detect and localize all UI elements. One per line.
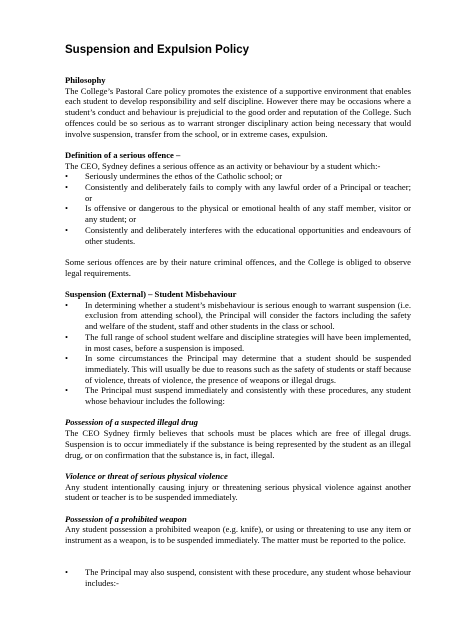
philosophy-section bbox=[65, 75, 411, 139]
list-item: • Seriously undermines the ethos of the Catholic school; or bbox=[65, 171, 283, 182]
drug-heading: Possession of a suspected illegal drug bbox=[65, 417, 198, 428]
bullet-icon: • bbox=[65, 224, 69, 235]
serious-offence-list bbox=[65, 171, 411, 246]
bullet-icon: • bbox=[65, 203, 69, 214]
final-list bbox=[65, 567, 411, 588]
drug-text: The CEO Sydney firmly believes that schools must be places which are free of illegal drugs. Suspension is to occur immediately if the substance is being represented by the student as an illegal drug, or on confirmation that the substance is, in fact, illegal. bbox=[65, 428, 411, 460]
bullet-icon: • bbox=[65, 353, 69, 364]
list-item: • The Principal may also suspend, consistent with these procedure, any student whose behaviour includes:- bbox=[65, 566, 412, 588]
bullet-icon: • bbox=[65, 171, 69, 182]
serious-offence-intro: The CEO, Sydney defines a serious offence as an activity or behaviour by a student which:- bbox=[65, 160, 381, 171]
weapon-text: Any student possession a prohibited weapon (e.g. knife), or using or threatening to use any item or instrument as a weapon, is to be suspended immediately. The matter must be reported to the police. bbox=[65, 524, 411, 546]
violence-text: Any student intentionally causing injury or threatening serious physical violence against another student or teacher is to be suspended immediately. bbox=[65, 481, 411, 503]
list-item: • The full range of school student welfare and discipline strategies will have been implemented, in most cases, before a suspension is imposed. bbox=[65, 331, 411, 353]
suspension-section bbox=[65, 289, 411, 407]
suspension-heading: Suspension (External) – Student Misbehaviour bbox=[65, 289, 237, 300]
suspension-list bbox=[65, 300, 411, 407]
drug-section bbox=[65, 417, 411, 460]
philosophy-heading: Philosophy bbox=[65, 75, 106, 85]
bullet-icon: • bbox=[65, 566, 69, 577]
bullet-icon: • bbox=[65, 385, 69, 396]
bullet-icon: • bbox=[65, 299, 69, 310]
list-item: • Consistently and deliberately interferes with the educational opportunities and endeavours of other students. bbox=[65, 224, 411, 246]
violence-heading: Violence or threat of serious physical violence bbox=[65, 470, 228, 481]
list-item: • In determining whether a student’s misbehaviour is serious enough to warrant suspension (i.e. exclusion from attending school), the Principal will consider the factors including the safety and welfare of the student, staff and other students in the class or school. bbox=[65, 299, 411, 332]
list-item: • Consistently and deliberately fails to comply with any lawful order of a Principal or teacher; or bbox=[65, 182, 411, 203]
serious-offence-note: Some serious offences are by their nature criminal offences, and the College is obliged to observe legal requirements. bbox=[65, 256, 411, 278]
bullet-icon: • bbox=[65, 182, 69, 193]
philosophy-text: The College’s Pastoral Care policy promotes the existence of a supportive environment that enables each student to develop responsibility and self discipline. However there may be occasions where a student’s conduct and behaviour is prejudicial to the good order and reputation of the College. Such offences could be so serious as to warrant stronger disciplinary action being necessary that would involve suspension, transfer from the school, or in extreme cases, expulsion. bbox=[65, 85, 411, 139]
bullet-icon: • bbox=[65, 331, 69, 342]
serious-offence-heading: Definition of a serious offence – bbox=[65, 149, 181, 160]
list-item: • In some circumstances the Principal may determine that a student should be suspended immediately. This will usually be due to reasons such as the safety of students or staff because of violence, threats of violence, the presence of weapons or illegal drugs. bbox=[65, 353, 411, 385]
page-title: Suspension and Expulsion Policy bbox=[65, 44, 250, 56]
serious-offence-section bbox=[65, 150, 411, 278]
violence-section bbox=[65, 471, 411, 503]
list-item: • Is offensive or dangerous to the physical or emotional health of any staff member, visitor or any student; or bbox=[65, 203, 411, 225]
list-item: • The Principal must suspend immediately and consistently with these procedures, any student whose behaviour includes the following: bbox=[65, 385, 411, 407]
weapon-section bbox=[65, 514, 411, 546]
weapon-heading: Possession of a prohibited weapon bbox=[65, 513, 187, 524]
